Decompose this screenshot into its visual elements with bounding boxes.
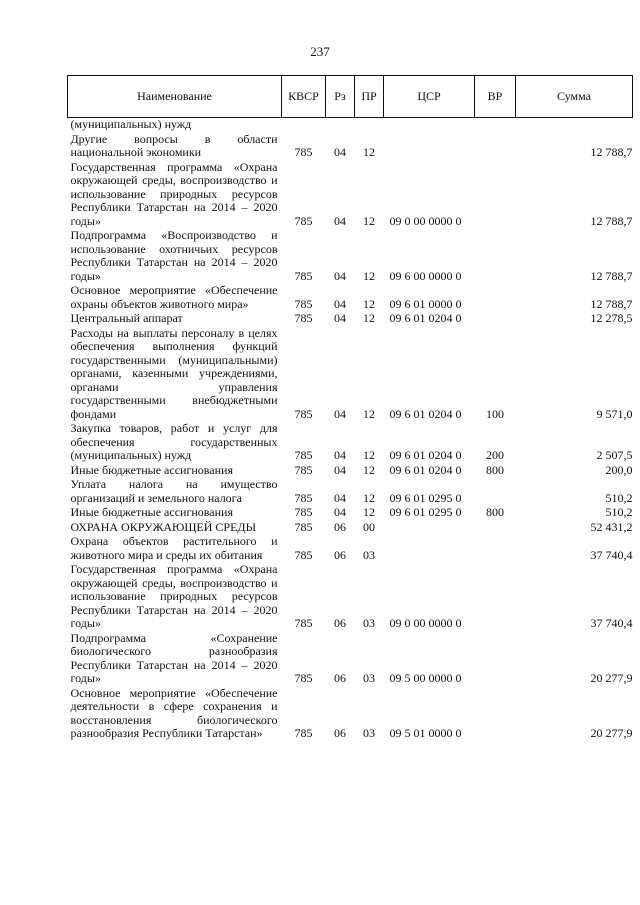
table-row (68, 283, 633, 311)
cell-pr: 12 (363, 448, 375, 462)
cell-vr (475, 283, 516, 311)
cell-vr (475, 477, 516, 505)
table-row (68, 160, 633, 229)
cell-csr: 09 6 01 0204 0 (389, 448, 462, 462)
table-row (68, 132, 633, 160)
table-header-row (68, 76, 633, 118)
cell-vr (475, 520, 516, 535)
cell-csr: 09 6 01 0204 0 (389, 406, 462, 421)
budget-table (67, 75, 633, 741)
header-csr: ЦСР (384, 76, 475, 118)
cell-vr (475, 132, 516, 160)
cell-pr: 12 (363, 213, 375, 228)
cell-csr: 09 5 00 0000 0 (389, 671, 462, 685)
cell-rz: 04 (334, 296, 346, 311)
cell-csr: 09 6 01 0295 0 (389, 505, 462, 519)
cell-csr (384, 132, 475, 160)
cell-vr: 800 (486, 505, 504, 519)
table-row (68, 311, 633, 326)
cell-name: ОХРАНА ОКРУЖАЮЩЕЙ СРЕДЫ (70, 519, 257, 534)
cell-sum: 2 507,5 (596, 448, 633, 462)
table-row (68, 228, 633, 283)
cell-sum (516, 118, 633, 132)
cell-csr: 09 5 01 0000 0 (389, 726, 462, 740)
cell-name: Расходы на выплаты персоналу в целях обеспечения выполнения функций государственными (муниципальными) органами, казенными учреждениями, органами управления государственными внебюджетными фондами (70, 325, 278, 421)
cell-rz: 04 (334, 505, 346, 519)
cell-name: Подпрограмма «Воспроизводство и использование охотничьих ресурсов Республики Татарстан на 2014 – 2020 годы» (70, 228, 278, 283)
header-pr: ПР (355, 76, 384, 118)
table-row (68, 534, 633, 562)
page-number: 237 (310, 44, 330, 59)
cell-sum: 20 277,9 (590, 671, 633, 685)
cell-vr (475, 631, 516, 686)
cell-vr (475, 562, 516, 631)
cell-vr: 800 (486, 462, 504, 477)
cell-sum: 12 788,7 (590, 296, 633, 311)
header-kvsr: КВСР (282, 76, 326, 118)
cell-rz: 04 (334, 213, 346, 228)
cell-kvsr: 785 (294, 268, 313, 283)
cell-name: Основное мероприятие «Обеспечение деятельности в сфере сохранения и восстановления биологического разнообразия Республики Татарстан» (70, 685, 278, 740)
cell-rz: 04 (334, 268, 346, 283)
cell-name: Подпрограмма «Сохранение биологического разнообразия Республики Татарстан на 2014 – 2020 годы» (70, 630, 278, 685)
header-sum: Сумма (516, 76, 633, 118)
cell-csr: 09 0 00 0000 0 (389, 213, 462, 228)
cell-vr: 100 (486, 406, 504, 421)
cell-rz: 04 (334, 145, 346, 159)
table-row (68, 421, 633, 463)
cell-vr (475, 118, 516, 132)
cell-pr: 12 (363, 505, 375, 519)
cell-vr (475, 228, 516, 283)
cell-name: Государственная программа «Охрана окружающей среды, воспроизводство и использование природных ресурсов Республики Татарстан на 2014 – 2020 годы» (70, 159, 278, 228)
cell-pr (355, 118, 384, 132)
cell-kvsr: 785 (294, 448, 313, 462)
cell-sum: 37 740,4 (590, 547, 633, 562)
cell-pr: 12 (363, 311, 375, 325)
cell-name: Закупка товаров, работ и услуг для обеспечения государственных (муниципальных) нужд (70, 421, 278, 462)
cell-name: Государственная программа «Охрана окружающей среды, воспроизводство и использование природных ресурсов Республики Татарстан на 2014 – 2020 годы» (70, 562, 278, 630)
cell-csr: 09 6 00 0000 0 (389, 268, 462, 283)
cell-csr (384, 520, 475, 535)
cell-sum: 12 788,7 (590, 268, 633, 283)
cell-rz: 04 (334, 490, 346, 505)
cell-vr (475, 534, 516, 562)
cell-rz: 06 (334, 726, 346, 740)
table-row (68, 463, 633, 478)
cell-vr: 200 (486, 448, 504, 462)
table-row (68, 631, 633, 686)
cell-name: Уплата налога на имущество организаций и земельного налога (70, 477, 278, 505)
cell-rz: 04 (334, 406, 346, 421)
cell-rz: 04 (334, 448, 346, 462)
cell-sum: 200,0 (605, 462, 633, 477)
cell-pr: 03 (363, 726, 375, 740)
cell-rz: 04 (334, 462, 346, 477)
cell-csr: 09 6 01 0295 0 (389, 490, 462, 505)
cell-pr: 03 (363, 671, 375, 685)
cell-sum: 20 277,9 (590, 726, 633, 740)
cell-sum: 510,2 (605, 505, 633, 519)
header-rz: Рз (326, 76, 355, 118)
cell-rz (326, 118, 355, 132)
cell-sum: 510,2 (605, 490, 633, 505)
header-name: Наименование (68, 76, 282, 118)
table-row (68, 520, 633, 535)
table-row (68, 477, 633, 505)
cell-kvsr: 785 (294, 462, 313, 477)
cell-rz: 06 (334, 616, 346, 630)
cell-csr (384, 118, 475, 132)
table-row (68, 562, 633, 631)
cell-sum: 9 571,0 (596, 406, 633, 421)
cell-name: Другие вопросы в области национальной экономики (70, 131, 278, 159)
cell-pr: 03 (363, 547, 375, 562)
cell-csr (384, 534, 475, 562)
cell-pr: 12 (363, 462, 375, 477)
table-row (68, 326, 633, 422)
table-row (68, 118, 633, 132)
cell-csr: 09 6 01 0000 0 (389, 296, 462, 311)
cell-name: Основное мероприятие «Обеспечение охраны объектов животного мира» (70, 283, 278, 311)
cell-kvsr: 785 (294, 519, 313, 534)
cell-pr: 12 (363, 296, 375, 311)
cell-pr: 00 (363, 519, 375, 534)
cell-pr: 03 (363, 616, 375, 630)
cell-kvsr: 785 (294, 616, 313, 630)
cell-kvsr: 785 (294, 311, 313, 325)
cell-kvsr: 785 (294, 505, 313, 519)
cell-kvsr: 785 (294, 145, 313, 159)
cell-kvsr (282, 118, 326, 132)
cell-vr (475, 160, 516, 229)
cell-csr: 09 0 00 0000 0 (389, 616, 462, 630)
cell-kvsr: 785 (294, 490, 313, 505)
table-row (68, 686, 633, 741)
cell-kvsr: 785 (294, 547, 313, 562)
cell-kvsr: 785 (294, 671, 313, 685)
cell-csr: 09 6 01 0204 0 (389, 462, 462, 477)
cell-sum: 12 278,5 (590, 311, 633, 325)
table-row (68, 505, 633, 520)
cell-kvsr: 785 (294, 406, 313, 421)
cell-kvsr: 785 (294, 296, 313, 311)
cell-sum: 37 740,4 (590, 616, 633, 630)
cell-name: Иные бюджетные ассигнования (70, 462, 233, 477)
cell-vr (475, 686, 516, 741)
cell-rz: 06 (334, 547, 346, 562)
cell-name: (муниципальных) нужд (70, 117, 192, 131)
cell-pr: 12 (363, 145, 375, 159)
table-body (68, 118, 633, 741)
cell-sum: 52 431,2 (590, 519, 633, 534)
cell-rz: 06 (334, 671, 346, 685)
cell-name: Охрана объектов растительного и животного мира и среды их обитания (70, 534, 278, 562)
cell-sum: 12 788,7 (590, 145, 633, 159)
cell-name: Центральный аппарат (70, 311, 183, 325)
cell-kvsr: 785 (294, 213, 313, 228)
cell-name: Иные бюджетные ассигнования (70, 505, 233, 519)
cell-rz: 06 (334, 519, 346, 534)
cell-kvsr: 785 (294, 726, 313, 740)
cell-pr: 12 (363, 406, 375, 421)
cell-pr: 12 (363, 268, 375, 283)
cell-pr: 12 (363, 490, 375, 505)
header-vr: ВР (475, 76, 516, 118)
cell-rz: 04 (334, 311, 346, 325)
cell-csr: 09 6 01 0204 0 (389, 311, 462, 325)
cell-vr (475, 311, 516, 326)
cell-sum: 12 788,7 (590, 213, 633, 228)
